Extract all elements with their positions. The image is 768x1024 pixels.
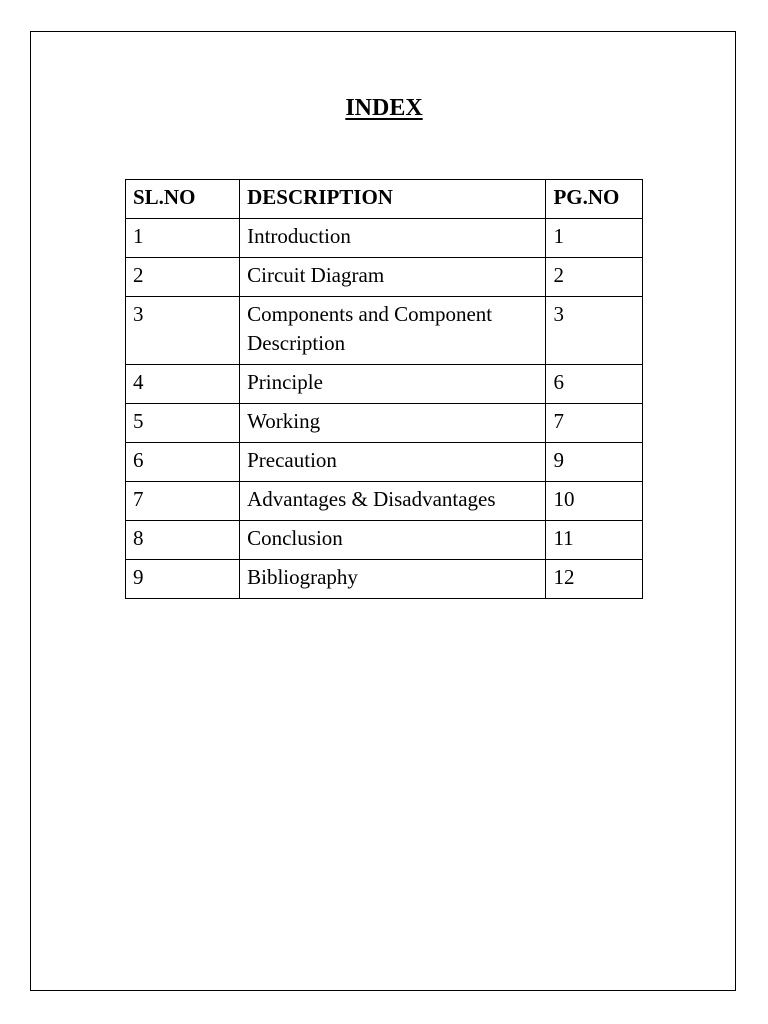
table-row [126, 297, 643, 365]
cell-sl-no: 4 [126, 365, 240, 404]
table-row [126, 521, 643, 560]
cell-description: Precaution [240, 443, 546, 482]
cell-sl-no: 7 [126, 482, 240, 521]
table-row [126, 560, 643, 599]
cell-description: Advantages & Disadvantages [240, 482, 546, 521]
cell-pg-no: 12 [546, 560, 643, 599]
cell-sl-no: 2 [126, 258, 240, 297]
cell-description: Bibliography [240, 560, 546, 599]
table-row [126, 258, 643, 297]
header-description: DESCRIPTION [240, 180, 546, 219]
index-table [125, 179, 643, 599]
cell-description: Circuit Diagram [240, 258, 546, 297]
table-row [126, 219, 643, 258]
cell-sl-no: 3 [126, 297, 240, 365]
cell-pg-no: 9 [546, 443, 643, 482]
cell-pg-no: 7 [546, 404, 643, 443]
table-row [126, 365, 643, 404]
cell-description: Components and Component Description [240, 297, 546, 365]
header-pg-no: PG.NO [546, 180, 643, 219]
page-title: INDEX [345, 95, 423, 121]
cell-sl-no: 9 [126, 560, 240, 599]
table-row [126, 404, 643, 443]
cell-pg-no: 10 [546, 482, 643, 521]
cell-description: Introduction [240, 219, 546, 258]
cell-pg-no: 2 [546, 258, 643, 297]
cell-pg-no: 1 [546, 219, 643, 258]
header-sl-no: SL.NO [126, 180, 240, 219]
cell-pg-no: 6 [546, 365, 643, 404]
cell-sl-no: 8 [126, 521, 240, 560]
cell-description: Conclusion [240, 521, 546, 560]
cell-sl-no: 1 [126, 219, 240, 258]
cell-pg-no: 3 [546, 297, 643, 365]
cell-sl-no: 5 [126, 404, 240, 443]
cell-description: Principle [240, 365, 546, 404]
cell-sl-no: 6 [126, 443, 240, 482]
table-header-row [126, 180, 643, 219]
cell-pg-no: 11 [546, 521, 643, 560]
cell-description: Working [240, 404, 546, 443]
table-row [126, 482, 643, 521]
table-row [126, 443, 643, 482]
